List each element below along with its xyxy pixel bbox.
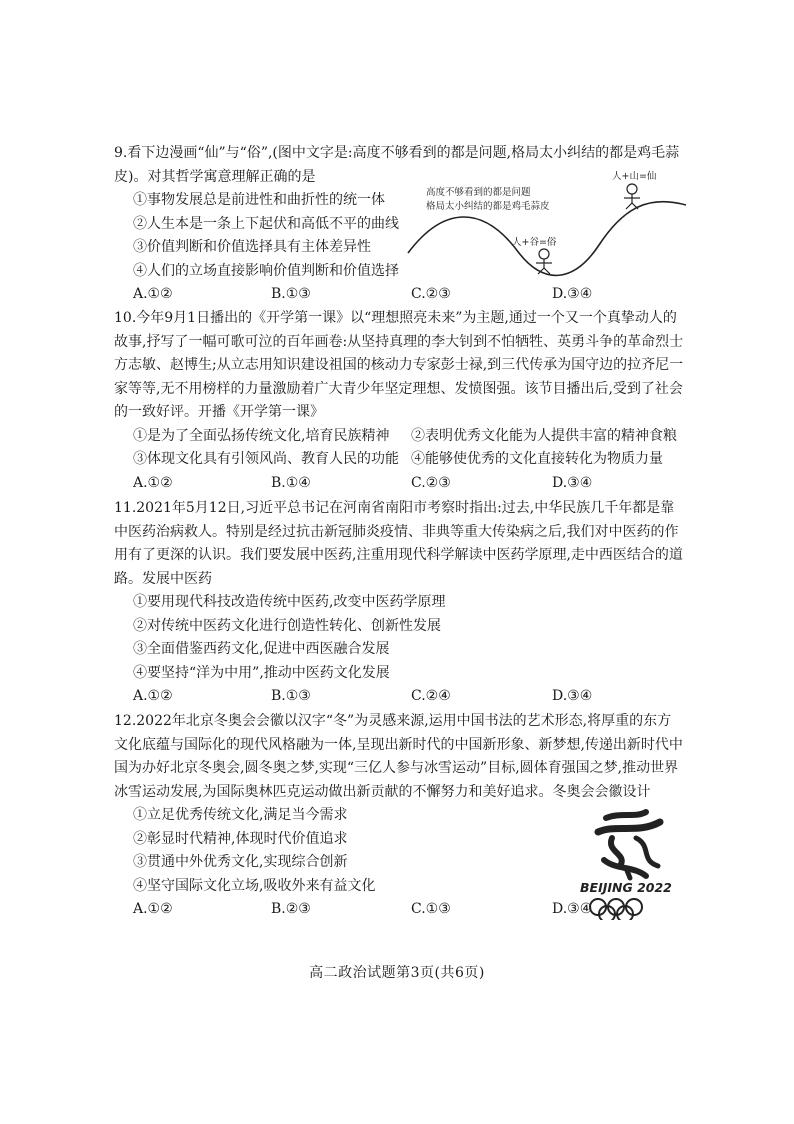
question-11-choice-b[interactable]: B.①③: [271, 688, 311, 704]
cartoon-figure-top: [624, 184, 640, 209]
question-11-choices: [114, 685, 684, 709]
cartoon-label-bottom: 人+谷=俗: [512, 237, 557, 248]
cartoon-caption-line2: 格局太小纠结的都是鸡毛蒜皮: [426, 201, 550, 212]
question-9-choice-b[interactable]: B.①③: [271, 286, 311, 302]
question-10-option-4: ④能够使优秀的文化直接转化为物质力量: [411, 450, 663, 467]
question-11-choice-c[interactable]: C.②④: [411, 688, 451, 704]
page-footer: 高二政治试题第3页(共6页): [309, 965, 485, 981]
question-9-choice-a[interactable]: A.①②: [133, 286, 173, 302]
question-9-option-1: ①事物发展总是前进性和曲折性的统一体: [133, 192, 385, 208]
question-11-option-2: ②对传统中医药文化进行创造性转化、创新性发展: [133, 617, 441, 634]
beijing-2022-emblem: [576, 808, 686, 920]
question-9-option-4: ④人们的立场直接影响价值判断和价值选择: [133, 262, 399, 279]
question-12-option-4: ④坚守国际文化立场,吸收外来有益文化: [133, 877, 376, 894]
question-10-choice-b[interactable]: B.①④: [271, 474, 311, 491]
question-11-option-4: ④要坚持“洋为中用”,推动中医药文化发展: [133, 664, 390, 681]
question-12-choice-d[interactable]: D.③④: [552, 901, 593, 917]
question-10-choices: [114, 472, 684, 496]
question-10-option-2: ②表明优秀文化能为人提供丰富的精神食粮: [411, 427, 677, 444]
question-11-stem: 11.2021年5月12日,习近平总书记在河南省南阳市考察时指出:过去,中华民族几千年都是靠中医药治病救人。特别是经过抗击新冠肺炎疫情、非典等重大传染病之后,我们对中医药的作用有了更深的认识。我们要发展中医药,注重用现代科学解读中医药学原理,走中西医结合的道路。发展中医药: [114, 500, 683, 587]
question-10-choice-d[interactable]: D.③④: [552, 474, 593, 491]
question-9-choice-d[interactable]: D.③④: [552, 286, 593, 302]
question-12-option-1: ①立足优秀传统文化,满足当今需求: [133, 807, 348, 823]
question-11-choice-d[interactable]: D.③④: [552, 688, 593, 704]
emblem-dong-ribbon: [598, 812, 660, 878]
question-12-option-2: ②彰显时代精神,体现时代价值追求: [133, 830, 348, 847]
question-11-option-3: ③全面借鉴西药文化,促进中西医融合发展: [133, 641, 390, 657]
question-10-choice-a[interactable]: A.①②: [133, 474, 173, 491]
question-12-choice-c[interactable]: C.①③: [411, 901, 451, 917]
question-10-choice-c[interactable]: C.②③: [411, 474, 451, 491]
question-10-stem: 10.今年9月1日播出的《开学第一课》以“理想照亮未来”为主题,通过一个又一个真挚动人的故事,抒写了一幅可歌可泣的百年画卷:从坚持真理的李大钊到不怕牺牲、英勇斗争的革命烈士方志敏、赵博生;从立志用知识建设祖国的核动力专家彭士禄,到三代传承为国守边的拉齐尼一家等等,无不用榜样的力量激励着广大青少年坚定理想、发愤图强。该节目播出后,受到了社会的一致好评。开播《开学第一课》: [114, 310, 684, 420]
olympic-rings: [590, 899, 642, 920]
question-10-options: [114, 425, 684, 472]
question-10-option-3: ③体现文化具有引领风尚、教育人民的功能: [133, 450, 399, 467]
question-11-option-1: ①要用现代科技改造传统中医药,改变中医药学原理: [133, 594, 446, 610]
question-9-choice-c[interactable]: C.②③: [411, 286, 451, 302]
question-10-option-1: ①是为了全面弘扬传统文化,培育民族精神: [133, 427, 390, 444]
question-12-stem: 12.2022年北京冬奥会会徽以汉字“冬”为灵感来源,运用中国书法的艺术形态,将厚重的东方文化底蕴与国际化的现代风格融为一体,呈现出新时代的中国新形象、新梦想,传递出新时代中国为办好北京冬奥会,圆冬奥之梦,实现“三亿人参与冰雪运动”目标,圆体育强国之梦,推动世界冰雪运动发展,为国际奥林匹克运动做出新贡献的不懈努力和美好追求。冬奥会会徽设计: [114, 713, 683, 800]
question-12-choice-b[interactable]: B.②③: [271, 901, 311, 917]
question-12-option-3: ③贯通中外优秀文化,实现综合创新: [133, 854, 348, 870]
cartoon-xian-su: [404, 165, 688, 295]
question-9-option-3: ③价值判断和价值选择具有主体差异性: [133, 239, 371, 255]
cartoon-label-top: 人+山=仙: [612, 171, 657, 182]
emblem-text: BEIJING 2022: [580, 880, 672, 895]
question-10: [114, 307, 684, 496]
cartoon-caption-line1: 高度不够看到的都是问题: [426, 187, 531, 198]
question-12-choice-a[interactable]: A.①②: [133, 901, 173, 917]
question-9-option-2: ②人生本是一条上下起伏和高低不平的曲线: [133, 215, 399, 232]
question-11: [114, 497, 684, 709]
question-11-choice-a[interactable]: A.①②: [133, 688, 173, 704]
question-9-stem: 9.看下边漫画“仙”与“俗”,(图中文字是:高度不够看到的都是问题,格局太小纠结的都是鸡毛蒜皮)。对其哲学寓意理解正确的是: [114, 145, 680, 185]
